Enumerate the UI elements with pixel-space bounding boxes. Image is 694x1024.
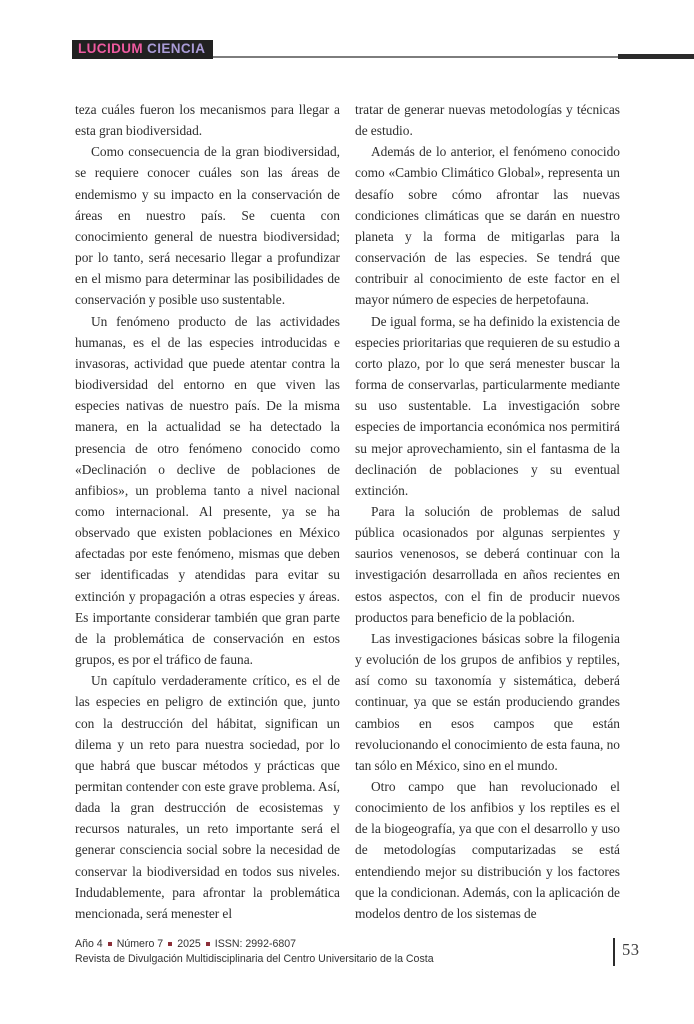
paragraph: Un capítulo verdaderamente crítico, es el de las especies en peligro de extinción que, junto con la destrucción del hábitat, significan un dilema y un reto para nuestra sociedad, por lo que habrá que buscar métodos y prácticas que permitan contender con este grave problema. Así, dada la gran destrucción de ecosistemas y recursos naturales, un reto importante será el generar consciencia social sobre la necesidad de conservar la biodiversidad en todos sus niveles. Indudablemente, para afrontar la problemática mencionada, será menester el — [75, 673, 340, 921]
article-column-left — [75, 99, 340, 924]
journal-logo — [72, 40, 213, 59]
footer-issue-number: Número 7 — [116, 938, 164, 950]
footer-issue-meta — [75, 938, 296, 950]
footer-issn: ISSN: 2992-6807 — [214, 938, 297, 950]
paragraph: De igual forma, se ha definido la existencia de especies prioritarias que requieren de su estudio a corto plazo, por lo que será menester buscar la forma de conservarlas, particularmente mediante su uso sustentable. La investigación sobre especies de importancia económica nos permitirá su mejor aprovechamiento, sin el fantasma de la declinación de poblaciones y su eventual extinción. — [355, 313, 620, 498]
paragraph: Un fenómeno producto de las actividades humanas, es el de las especies introducidas e invasoras, actividad que puede atentar contra la biodiversidad del entorno en que viven las especies nativas de nuestro país. De la misma manera, en la actualidad se ha detectado la presencia de otro fenómeno conocido como «Declinación o declive de poblaciones de anfibios», un problema tanto a nivel nacional como internacional. Al presente, ya se ha observado que existen poblaciones en México afectadas por este fenómeno, mismas que deben ser identificadas y atendidas para evitar su extinción y propagación a otras especies y áreas. Es importante considerar también que gran parte de la problemática de conservación en estos grupos, es por el tráfico de fauna. — [75, 313, 340, 668]
page-number: 53 — [622, 940, 640, 959]
footer-journal-name: Revista de Divulgación Multidisciplinaria del Centro Universitario de la Costa — [75, 953, 434, 965]
page-number-divider — [613, 938, 615, 966]
paragraph: Otro campo que han revolucionado el conocimiento de los anfibios y los reptiles es el de la biogeografía, ya que con el desarrollo y uso de metodologías computarizadas se está entendiendo mejor su distribución y los factores que la condicionan. Además, con la aplicación de modelos dentro de los sistemas de — [355, 779, 620, 921]
journal-logo-ciencia: CIENCIA — [147, 41, 206, 56]
footer-edition-year: 2025 — [177, 938, 201, 950]
square-separator-icon — [168, 942, 172, 946]
square-separator-icon — [108, 942, 112, 946]
article-column-right — [355, 99, 620, 924]
paragraph: Para la solución de problemas de salud pública ocasionados por algunas serpientes y saurios venenosos, se deberá continuar con la investigación desarrollada en años recientes en estos aspectos, con el fin de producir nuevos productos para beneficio de la población. — [355, 503, 620, 625]
square-separator-icon — [206, 942, 210, 946]
paragraph-continuation: tratar de generar nuevas metodologías y técnicas de estudio. — [355, 102, 620, 139]
paragraph: Además de lo anterior, el fenómeno conocido como «Cambio Climático Global», representa un desafío sobre cómo afrontar las nuevas condiciones climáticas que se darán en nuestro planeta y la forma de mitigarlas para la conservación de las especies. Se tendrá que contribuir al conocimiento de este factor en el mayor número de especies de herpetofauna. — [355, 144, 620, 308]
footer-year: Año 4 — [75, 938, 103, 950]
paragraph-continuation: teza cuáles fueron los mecanismos para llegar a esta gran biodiversidad. — [75, 102, 340, 139]
header-rule-accent — [618, 54, 694, 59]
paragraph: Como consecuencia de la gran biodiversidad, se requiere conocer cuáles son las áreas de endemismo y su impacto en la conservación de áreas en nuestro país. Se cuenta con conocimiento general de nuestra biodiversidad; por lo tanto, será necesario llegar a profundizar en el mismo para determinar las posibilidades de conservación y posible uso sustentable. — [75, 144, 340, 308]
paragraph: Las investigaciones básicas sobre la filogenia y evolución de los grupos de anfibios y reptiles, así como su taxonomía y sistemática, deberá continuar, ya que se están produciendo grandes cambios en esos campos que están revolucionando el conocimiento de esta fauna, no tan sólo en México, sino en el mundo. — [355, 630, 620, 773]
journal-logo-lucidum: LUCIDUM — [78, 41, 144, 56]
